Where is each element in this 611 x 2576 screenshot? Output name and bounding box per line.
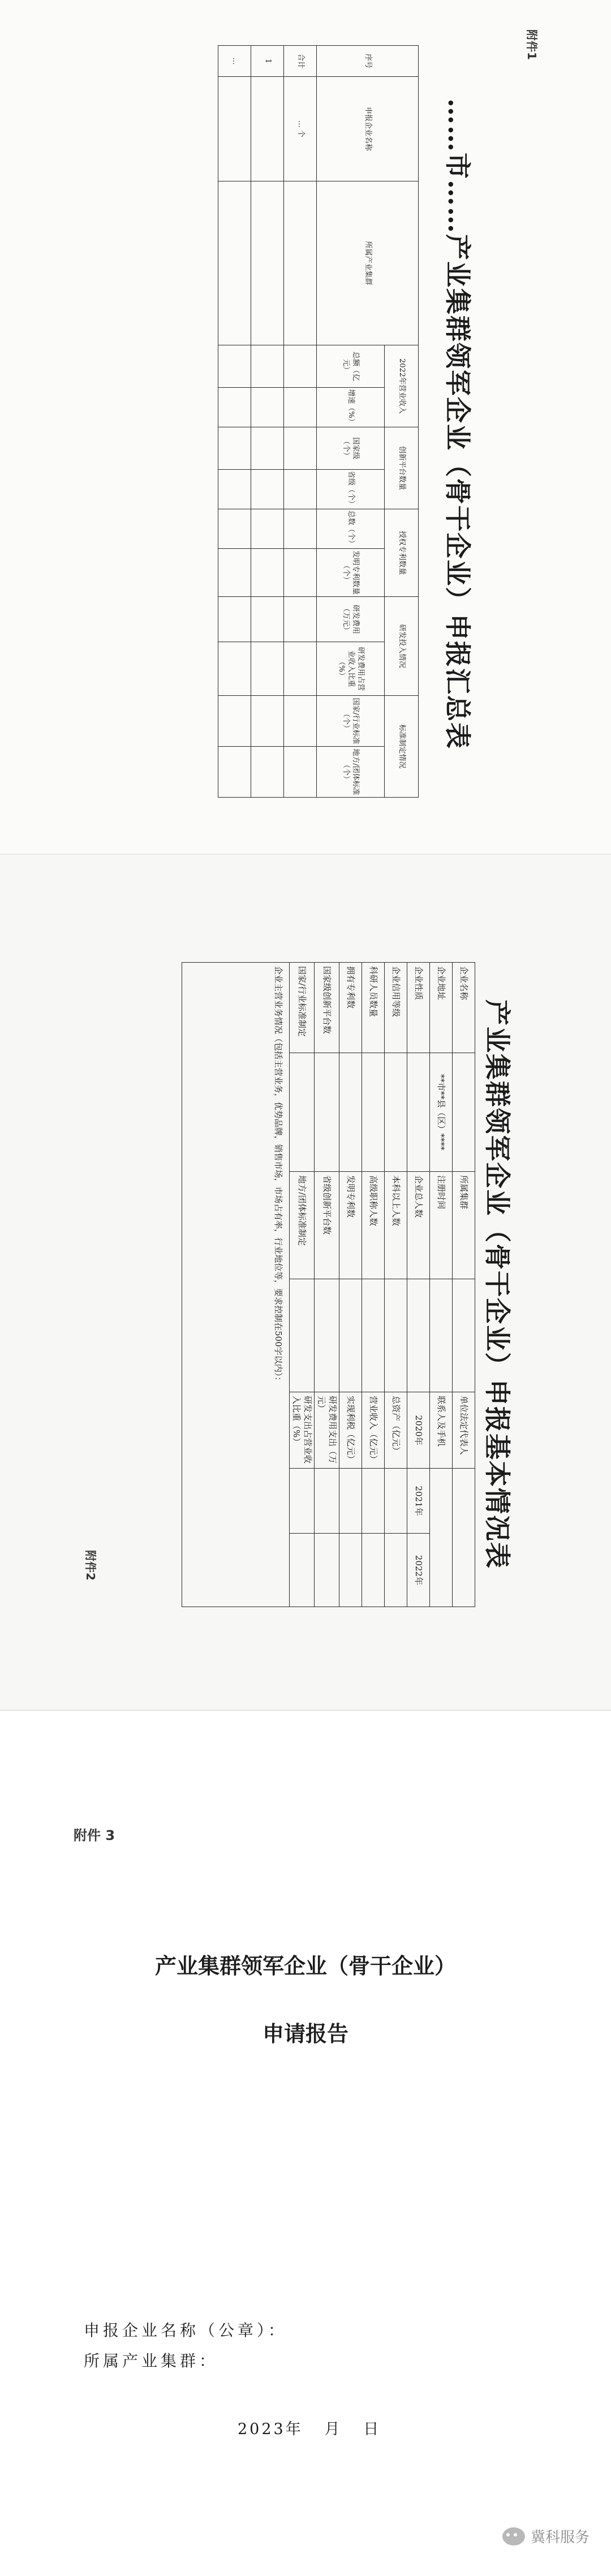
label-invention-patents: 发明专利数 — [339, 1172, 362, 1279]
page-annex-2 — [0, 855, 611, 1711]
value-employees — [407, 1279, 430, 1392]
cluster-label: 所属产业集群： — [84, 2352, 219, 2370]
header-cluster: 所属产业集群 — [317, 181, 419, 345]
value-provincial-platforms — [315, 1279, 339, 1392]
page-annex-1 — [0, 0, 611, 855]
annex-label: 附件2 — [84, 1550, 97, 1581]
label-total-assets: 总资产（亿元） — [385, 1392, 407, 1469]
value-nature — [407, 1053, 430, 1172]
label-profit-tax: 实现利税（亿元） — [339, 1392, 362, 1469]
header-rd-ratio: 研发费用占营业收入比重（%） — [317, 642, 385, 696]
annex-label: 附件1 — [525, 29, 539, 60]
label-employees: 企业总人数 — [407, 1172, 430, 1279]
value-bachelor — [385, 1279, 407, 1392]
header-rd-expense: 研发费用（万元） — [317, 597, 385, 642]
label-national-platforms: 国家级创新平台数 — [315, 963, 339, 1053]
label-local-std: 地方/团体标准制定 — [290, 1172, 315, 1279]
value-address: **市**县（区）**** — [430, 1053, 453, 1172]
label-bachelor: 本科以上人数 — [385, 1172, 407, 1279]
annex-label: 附件 3 — [74, 1828, 115, 1843]
header-revenue: 2022年营业收入 — [385, 345, 419, 427]
label-national-std: 国家/行业标准制定 — [290, 963, 315, 1053]
value-local-std — [290, 1279, 315, 1392]
table-row — [218, 46, 251, 798]
value-credit — [385, 1053, 407, 1172]
report-title: 产业集群领军企业（骨干企业） — [154, 1953, 456, 1978]
value-company-name — [453, 1053, 475, 1172]
table-row — [284, 46, 317, 798]
rotated-content — [51, 23, 560, 825]
report-subtitle: 申请报告 — [262, 2021, 348, 2046]
label-contact: 联系人及手机 — [430, 1392, 453, 1469]
basic-info-table — [182, 962, 475, 1607]
row-seq: … — [218, 46, 251, 77]
header-platform-national: 国家级（个） — [317, 427, 385, 470]
header-seq: 序号 — [317, 46, 419, 77]
header-patent-total: 总数（个） — [317, 509, 385, 549]
value-contact — [430, 1469, 453, 1607]
value-researchers — [362, 1053, 385, 1172]
label-provincial-platforms: 省级创新平台数 — [315, 1172, 339, 1279]
rotated-content — [51, 883, 560, 1686]
year-2021: 2021年 — [407, 1469, 430, 1534]
wechat-icon — [502, 2527, 525, 2545]
row-company — [218, 77, 251, 181]
label-legal-rep: 单位法定代表人 — [453, 1392, 475, 1469]
page-title: 产业集群领军企业（骨干企业）申报基本情况表 — [482, 999, 513, 1569]
year-2020: 2020年 — [407, 1392, 430, 1469]
header-platform-provincial: 省级（个） — [317, 470, 385, 509]
header-platform: 创新平台数量 — [385, 427, 419, 509]
label-revenue: 营业收入（亿元） — [362, 1392, 385, 1469]
date-line: 2023年 月 日 — [238, 2421, 381, 2438]
value-invention-patents — [339, 1279, 362, 1392]
page-title: ……市……产业集群领军企业（骨干企业）申报汇总表 — [442, 98, 473, 750]
label-cluster: 所属集群 — [453, 1172, 475, 1279]
value-legal-rep — [453, 1469, 475, 1607]
header-patent: 授权专利数量 — [385, 509, 419, 597]
label-nature: 企业性质 — [407, 963, 430, 1053]
business-summary: 企业主营业务情况（包括主营业务，优势品牌，销售市场，市场占有率，行业地位等，要求控制在500字以内）： — [182, 963, 290, 1607]
company-name-label: 申报企业名称（公章）： — [84, 2321, 288, 2340]
watermark-text: 冀科服务 — [530, 2529, 590, 2546]
label-address: 企业地址 — [430, 963, 453, 1053]
label-company-name: 企业名称 — [453, 963, 475, 1053]
label-senior-title: 高级职称人数 — [362, 1172, 385, 1279]
value-reg-time — [430, 1279, 453, 1392]
label-rd-ratio: 研发支出占营业收入比重（%） — [290, 1392, 315, 1469]
summary-table — [218, 45, 419, 798]
header-revenue-total: 总额（亿元） — [317, 345, 385, 388]
label-rd-expense: 研发费用支出（万元） — [315, 1392, 339, 1469]
value-senior-title — [362, 1279, 385, 1392]
header-rd: 研发投入情况 — [385, 597, 419, 696]
header-std: 标准制定情况 — [385, 696, 419, 798]
value-national-platforms — [315, 1053, 339, 1172]
row-company: … 个 — [284, 77, 317, 181]
value-national-std — [290, 1053, 315, 1172]
header-company: 申报企业名称 — [317, 77, 419, 181]
label-credit: 企业信用等级 — [385, 963, 407, 1053]
row-company — [251, 77, 284, 181]
header-revenue-growth: 增速（%） — [317, 388, 385, 427]
header-patent-invention: 发明专利数量（个） — [317, 549, 385, 597]
header-std-local: 地方/团体标准（个） — [317, 747, 385, 798]
row-seq: 1 — [251, 46, 284, 77]
year-2022: 2022年 — [407, 1534, 430, 1607]
page-annex-3 — [0, 1711, 611, 2576]
label-patents: 拥有专利数 — [339, 963, 362, 1053]
table-row — [251, 46, 284, 798]
label-researchers: 科研人员数量 — [362, 963, 385, 1053]
value-cluster — [453, 1279, 475, 1392]
label-reg-time: 注册时间 — [430, 1172, 453, 1279]
header-std-national: 国家/行业标准（个） — [317, 696, 385, 747]
value-patents — [339, 1053, 362, 1172]
row-seq: 合计 — [284, 46, 317, 77]
watermark — [502, 2526, 590, 2547]
